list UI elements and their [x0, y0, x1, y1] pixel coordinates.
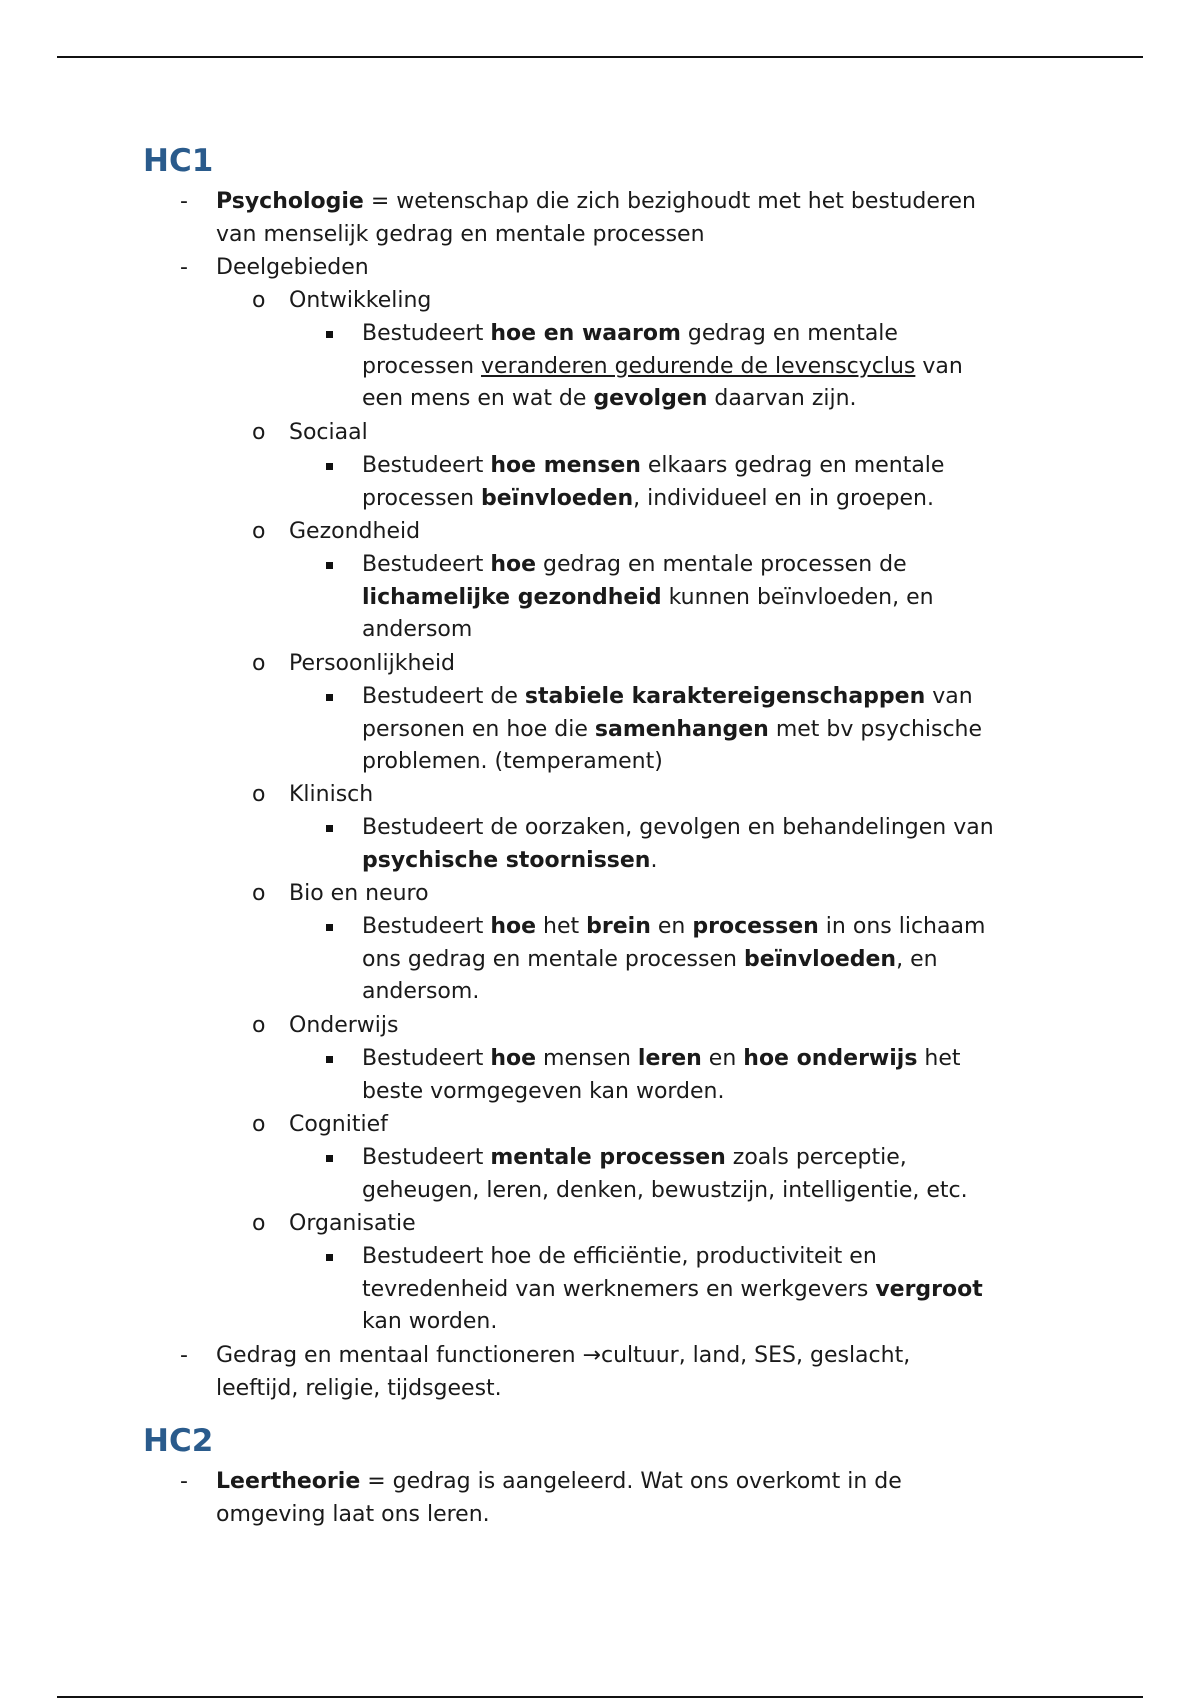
subarea-klinisch-desc: Bestudeert de oorzaken, gevolgen en behandelingen van psychische stoornissen. — [362, 815, 994, 873]
circle-bullet: o — [252, 420, 266, 445]
square-bullet — [326, 1056, 333, 1063]
subarea-onderwijs: Onderwijs — [289, 1013, 399, 1038]
dash-bullet: - — [180, 1469, 188, 1494]
circle-bullet: o — [252, 1211, 266, 1236]
subarea-bio-en-neuro: Bio en neuro — [289, 881, 429, 906]
square-bullet — [326, 331, 333, 338]
square-bullet — [326, 825, 333, 832]
dash-bullet: - — [180, 189, 188, 214]
list-item-psychologie: Psychologie = wetenschap die zich bezighoudt met het bestuderen van menselijk gedrag en mentale processen — [216, 189, 976, 247]
circle-bullet: o — [252, 782, 266, 807]
footer-rule — [57, 1696, 1143, 1698]
circle-bullet: o — [252, 881, 266, 906]
circle-bullet: o — [252, 1112, 266, 1137]
subarea-persoonlijkheid: Persoonlijkheid — [289, 651, 456, 676]
subarea-onderwijs-desc: Bestudeert hoe mensen leren en hoe onderwijs het beste vormgegeven kan worden. — [362, 1046, 961, 1104]
circle-bullet: o — [252, 288, 266, 313]
square-bullet — [326, 1155, 333, 1162]
subarea-organisatie: Organisatie — [289, 1211, 416, 1236]
subarea-sociaal: Sociaal — [289, 420, 368, 445]
square-bullet — [326, 924, 333, 931]
subarea-cognitief-desc: Bestudeert mentale processen zoals perceptie, geheugen, leren, denken, bewustzijn, intelligentie, etc. — [362, 1145, 968, 1203]
dash-bullet: - — [180, 1343, 188, 1368]
subarea-ontwikkeling-desc: Bestudeert hoe en waarom gedrag en mentale processen veranderen gedurende de levenscyclus van een mens en wat de gevolgen daarvan zijn. — [362, 321, 963, 412]
list-item-leertheorie: Leertheorie = gedrag is aangeleerd. Wat ons overkomt in de omgeving laat ons leren. — [216, 1469, 902, 1527]
list-item-gedrag: Gedrag en mentaal functioneren →cultuur, land, SES, geslacht, leeftijd, religie, tijdsgeest. — [216, 1343, 911, 1401]
circle-bullet: o — [252, 1013, 266, 1038]
subarea-gezondheid: Gezondheid — [289, 519, 421, 544]
square-bullet — [326, 1254, 333, 1261]
subarea-gezondheid-desc: Bestudeert hoe gedrag en mentale processen de lichamelijke gezondheid kunnen beïnvloeden, en andersom — [362, 552, 934, 643]
square-bullet — [326, 694, 333, 701]
square-bullet — [326, 562, 333, 569]
subarea-cognitief: Cognitief — [289, 1112, 388, 1137]
subarea-klinisch: Klinisch — [289, 782, 374, 807]
circle-bullet: o — [252, 519, 266, 544]
subarea-organisatie-desc: Bestudeert hoe de efficiëntie, productiviteit en tevredenheid van werknemers en werkgevers vergroot kan worden. — [362, 1244, 983, 1335]
circle-bullet: o — [252, 651, 266, 676]
square-bullet — [326, 463, 333, 470]
subarea-persoonlijkheid-desc: Bestudeert de stabiele karaktereigenschappen van personen en hoe die samenhangen met bv psychische problemen. (temperament) — [362, 684, 983, 775]
header-rule — [57, 56, 1143, 58]
dash-bullet: - — [180, 255, 188, 280]
subarea-bio-en-neuro-desc: Bestudeert hoe het brein en processen in ons lichaam ons gedrag en mentale processen beïnvloeden, en andersom. — [362, 914, 986, 1005]
subarea-sociaal-desc: Bestudeert hoe mensen elkaars gedrag en mentale processen beïnvloeden, individueel en in groepen. — [362, 453, 945, 511]
section-heading-hc1: HC1 — [143, 143, 214, 179]
section-heading-hc2: HC2 — [143, 1423, 214, 1459]
subarea-ontwikkeling: Ontwikkeling — [289, 288, 432, 313]
list-item-deelgebieden: Deelgebieden — [216, 255, 369, 280]
